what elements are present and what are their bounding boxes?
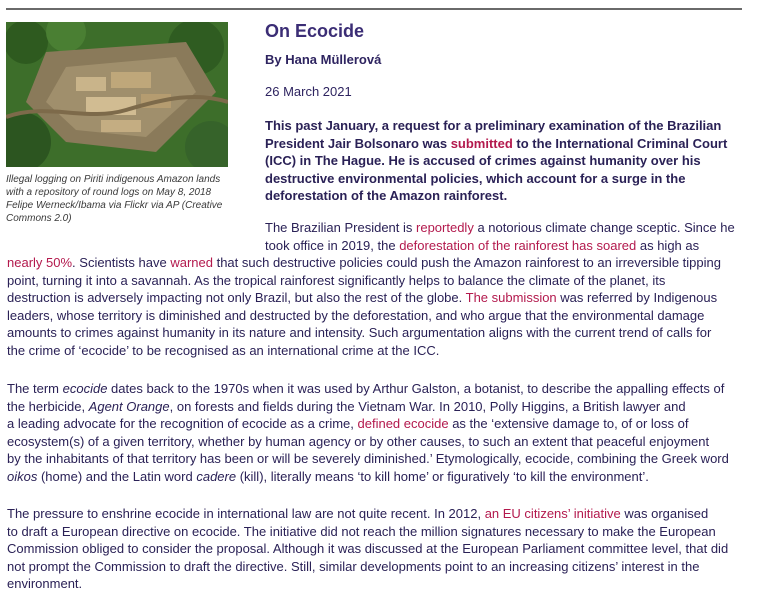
lead-text: to the International Criminal Court (ICC) in The Hague. He is accused of crimes against humanity over his destructive environmental policies, which account for a surge in the deforestation of the Amazon rainforest. [265,135,728,203]
top-divider [6,8,742,10]
oikos-term: oikos [7,468,38,484]
reportedly-link[interactable]: reportedly [416,220,474,235]
text: (home) and the Latin word [37,468,197,484]
logging-site-image [6,22,228,167]
text: was organised [620,506,709,521]
text: that such destructive policies could push the Amazon rainforest to an irreversible tipping [212,255,721,270]
image-caption: Illegal logging on Piriti indigenous Amazon lands with a repository of round logs on May 8, 2018 Felipe Werneck/Ibama via Flickr via AP (Creative Commons 2.0) [6,174,223,224]
paragraph-1 [7,219,757,359]
nearly-50-link[interactable]: nearly 50% [7,255,73,270]
text: the herbicide, [7,398,89,414]
paragraph-line: point, turning it into a savannah. As the tropical rainforest significantly helps to balance the climate of the planet, its [7,272,666,288]
lead-text: This past January, a request for a preliminary examination of the Brazilian President Jair Bolsonaro was [265,118,722,151]
text: The pressure to enshrine ecocide in international law are not quite recent. In 2012, [7,506,485,521]
paragraph-line [7,398,757,416]
deforestation-soared-link[interactable]: deforestation of the rainforest has soared [399,237,637,253]
paragraph-line [7,468,757,486]
article-date: 26 March 2021 [265,84,352,99]
paragraph-line [7,289,757,307]
the-submission-link[interactable]: The submission [465,290,557,305]
text: a notorious climate change sceptic. Since he [473,220,735,235]
cadere-term: cadere [196,468,237,484]
paragraph-line: the crime of ‘ecocide’ to be recognised as an international crime at the ICC. [7,342,440,358]
text: The term [7,381,63,396]
submitted-link[interactable]: submitted [450,135,513,151]
article-photo [6,22,228,167]
paragraph-3 [7,505,757,593]
paragraph-line [7,254,757,272]
warned-link[interactable]: warned [170,255,213,270]
paragraph-line [7,505,757,523]
text: as high as [636,237,700,253]
text: was referred by Indigenous [556,290,718,305]
paragraph-line: environment. [7,576,83,591]
ecocide-term: ecocide [62,381,108,396]
text: (kill), literally means ‘to kill home’ or figuratively ‘to kill the environment’. [236,468,649,484]
lead-paragraph [265,117,755,205]
paragraph-line: ecosystem(s) of a given territory, whether by human agency or by other causes, to such an extent that peaceful enjoyment [7,433,710,449]
text: dates back to the 1970s when it was used by Arthur Galston, a botanist, to describe the appalling effects of [107,381,725,396]
text: took office in 2019, the [265,237,400,253]
text: . Scientists have [72,255,171,270]
paragraph-line: amounts to crimes against humanity in its nature and intensity. Such argumentation aligns with the current trend of calls for [7,325,712,340]
paragraph-line: Commission obliged to consider the proposal. Although it was discussed at the European Parliament committee level, that did [7,541,729,556]
text: a leading advocate for the recognition of ecocide as a crime, [7,416,358,431]
agent-orange-term: Agent Orange [88,398,170,414]
paragraph-line: to draft a European directive on ecocide. The initiative did not reach the million signatures necessary to make the European [7,523,716,539]
text: The Brazilian President is [265,220,417,235]
text: , on forests and fields during the Vietnam War. In 2010, Polly Higgins, a British lawyer and [169,398,686,414]
paragraph-2 [7,380,757,485]
article-byline: By Hana Müllerová [265,52,382,67]
paragraph-line [7,219,757,237]
article-title: On Ecocide [265,21,365,41]
text: as the ‘extensive damage to, of or loss of [448,416,689,431]
paragraph-line: by the inhabitants of that territory has been or will be severely diminished.’ Etymologically, ecocide, combining the Greek word [7,451,729,466]
paragraph-line: leaders, whose territory is diminished and destructed by the deforestation, and who argue that the environmental damage [7,307,705,323]
paragraph-line [7,380,757,398]
eu-citizens-initiative-link[interactable]: an EU citizens’ initiative [484,506,621,521]
paragraph-line: not prompt the Commission to draft the directive. Still, similar developments point to an increasing citizens’ interest in the [7,558,700,574]
defined-ecocide-link[interactable]: defined ecocide [357,416,449,431]
paragraph-line [7,237,757,255]
text: destruction is adversely impacting not only Brazil, but also the rest of the globe. [7,290,466,305]
paragraph-line [7,415,757,433]
